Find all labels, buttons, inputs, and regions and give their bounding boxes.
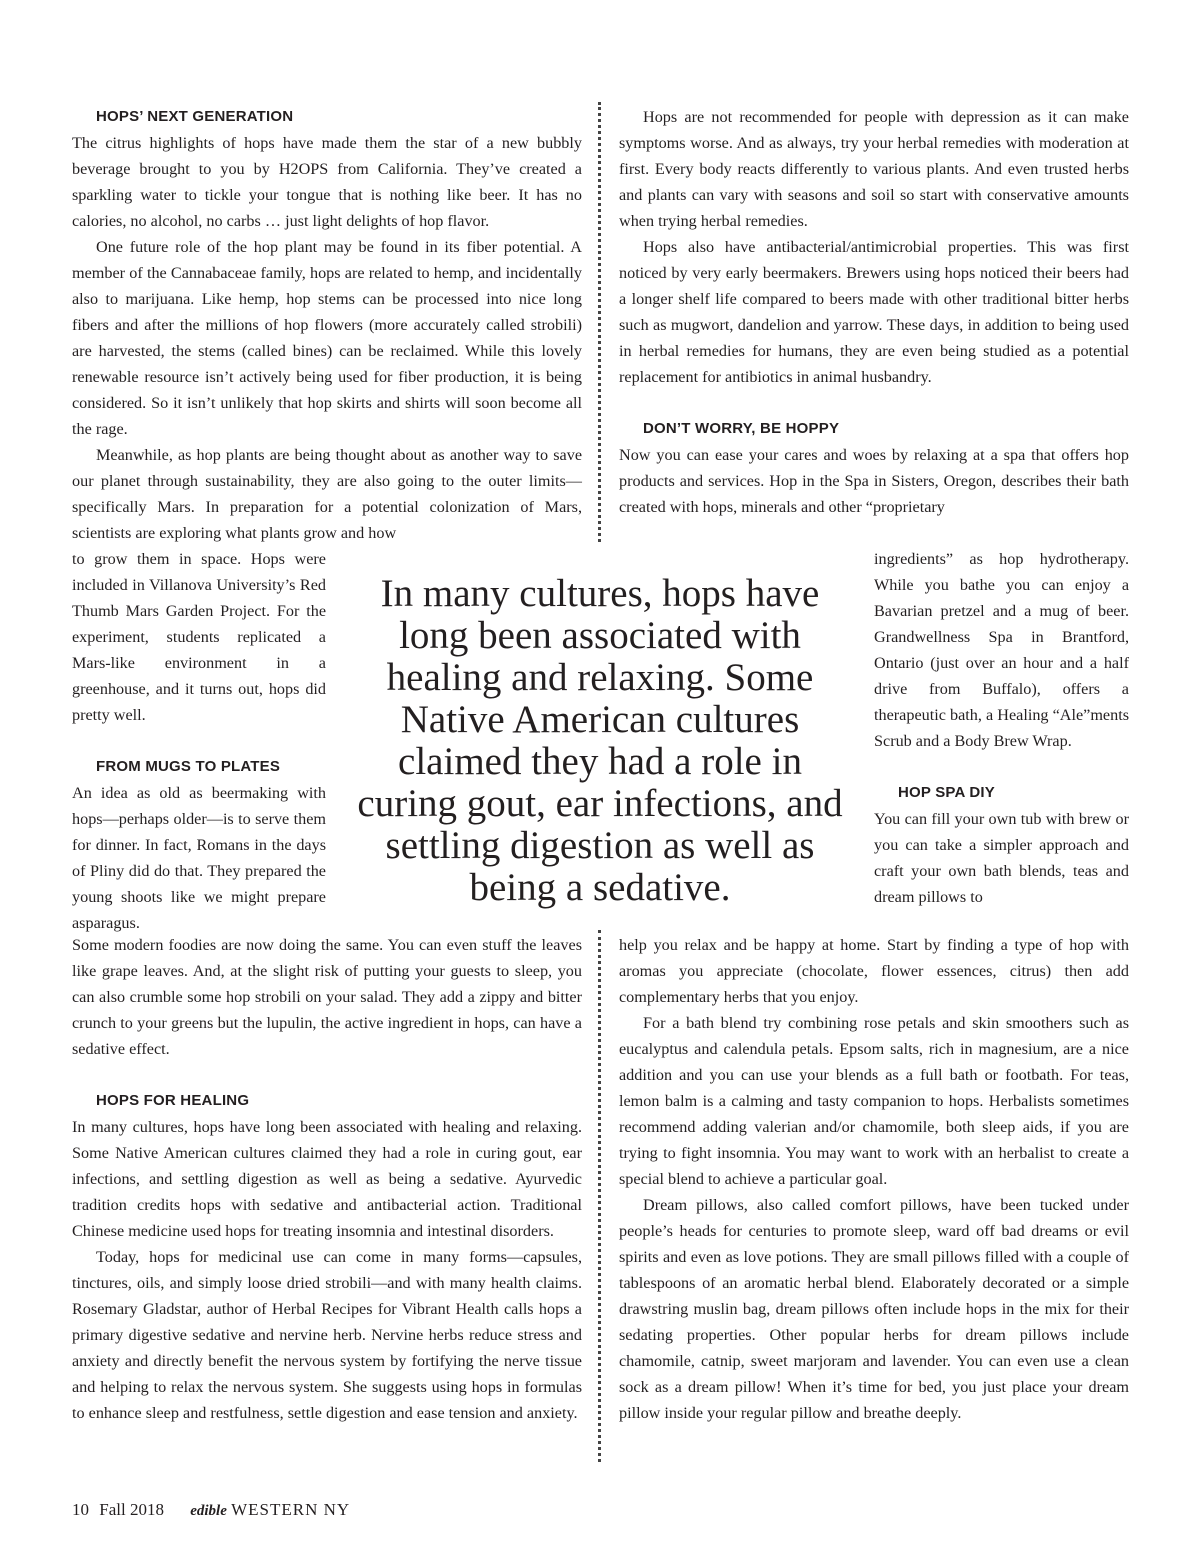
paragraph: Meanwhile, as hop plants are being thought about as another way to save our planet through sustainability, they are also going to the outer limits—specifically Mars. In preparation for a potential colonization of Mars, scientists are exploring what plants grow and how [72, 446, 582, 542]
left-column-bottom [72, 932, 582, 1426]
paragraph: The citrus highlights of hops have made them the star of a new bubbly beverage brought to you by H2OPS from California. They’ve created a sparkling water to tickle your tongue that is nothing like beer. It has no calories, no alcohol, no carbs … just light delights of hop flavor. [72, 134, 582, 230]
section-heading-from-mugs-to-plates: FROM MUGS TO PLATES [96, 758, 281, 775]
left-column-top [72, 104, 582, 546]
paragraph-continued: Some modern foodies are now doing the same. You can even stuff the leaves like grape leaves. And, at the slight risk of putting your guests to sleep, you can also crumble some hop strobili on your salad. They add a zippy and bitter crunch to your greens but the lupulin, the active ingredient in hops, can have a sedative effect. [72, 936, 582, 1058]
section-heading-hop-spa-diy: HOP SPA DIY [898, 784, 995, 801]
paragraph: You can fill your own tub with brew or you can take a simpler approach and craft your own bath blends, teas and dream pillows to [874, 810, 1129, 906]
paragraph: In many cultures, hops have long been associated with healing and relaxing. Some Native American cultures claimed they had a role in curing gout, ear infections, and settling digestion as well as being a sedative. Ayurvedic tradition credits hops with sedative and antibacterial action. Traditional Chinese medicine used hops for treating insomnia and intestinal disorders. [72, 1118, 582, 1240]
magazine-brand-edible: edible [190, 1503, 227, 1519]
paragraph-continued: help you relax and be happy at home. Start by finding a type of hop with aromas you appreciate (chocolate, flower essences, citrus) then add complementary herbs that you enjoy. [619, 936, 1129, 1006]
paragraph: One future role of the hop plant may be found in its fiber potential. A member of the Cannabaceae family, hops are related to hemp, and incidentally also to marijuana. Like hemp, hop stems can be processed into nice long fibers and after the millions of hop flowers (more accurately called strobili) are harvested, the stems (called bines) can be reclaimed. While this lovely renewable resource isn’t actively being used for fiber production, it is being considered. So it isn’t unlikely that hop skirts and shirts will soon become all the rage. [72, 238, 582, 438]
column-divider-bottom [598, 930, 601, 1462]
paragraph: Today, hops for medicinal use can come in many forms—capsules, tinctures, oils, and simply loose dried strobili—and with many health claims. Rosemary Gladstar, author of Herbal Recipes for Vibrant Health calls hops a primary digestive sedative and nervine herb. Nervine herbs reduce stress and anxiety and directly benefit the nervous system by fortifying the nerve tissue and helping to relax the nervous system. She suggests using hops in formulas to enhance sleep and restfulness, settle digestion and ease tension and anxiety. [72, 1248, 582, 1422]
section-heading-dont-worry-be-hoppy: DON’T WORRY, BE HOPPY [643, 420, 840, 437]
paragraph: For a bath blend try combining rose petals and skin smoothers such as eucalyptus and calendula petals. Epsom salts, rich in magnesium, are a nice addition and you can use your blends as a full bath or footbath. For teas, lemon balm is a calming and tasty companion to hops. Herbalists sometimes recommend adding valerian and/or chamomile, both sleep aids, if you are trying to fight insomnia. You may want to work with an herbalist to create a special blend to achieve a particular goal. [619, 1014, 1129, 1188]
paragraph-continued: ingredients” as hop hydrotherapy. While you bathe you can enjoy a Bavarian pretzel and a mug of beer. Grandwellness Spa in Brantford, Ontario (just over an hour and a half drive from Buffalo), offers a therapeutic bath, a Healing “Ale”ments Scrub and a Body Brew Wrap. [874, 550, 1129, 750]
column-divider-top [598, 102, 601, 542]
left-column-narrow [72, 546, 326, 936]
paragraph: Hops are not recommended for people with depression as it can make symptoms worse. And as always, try your herbal remedies with moderation at first. Every body reacts differently to various plants. And even trusted herbs and plants can vary with seasons and soil so start with conservative amounts when trying herbal remedies. [619, 108, 1129, 230]
right-column-narrow [874, 546, 1129, 910]
page-footer [72, 1500, 350, 1521]
section-heading-hops-for-healing: HOPS FOR HEALING [96, 1092, 250, 1109]
issue-label: Fall 2018 [99, 1500, 164, 1519]
paragraph-continued: to grow them in space. Hops were included in Villanova University’s Red Thumb Mars Garden Project. For the experiment, students replicated a Mars-like environment in a greenhouse, and it turns out, hops did pretty well. [72, 550, 326, 724]
paragraph: Hops also have antibacterial/antimicrobial properties. This was first noticed by very early beermakers. Brewers using hops noticed their beers had a longer shelf life compared to beers made with other traditional bitter herbs such as mugwort, dandelion and yarrow. These days, in addition to being used in herbal remedies for humans, they are even being studied as a potential replacement for antibiotics in animal husbandry. [619, 238, 1129, 386]
magazine-brand-name: WESTERN NY [231, 1500, 351, 1519]
paragraph: Dream pillows, also called comfort pillows, have been tucked under people’s heads for centuries to promote sleep, ward off bad dreams or evil spirits and even as love potions. They are small pillows filled with a couple of tablespoons of an aromatic herbal blend. Elaborately decorated or a simple drawstring muslin bag, dream pillows often include hops in the mix for their sedating properties. Other popular herbs for dream pillows include chamomile, catnip, sweet marjoram and lavender. You can even use a clean sock as a dream pillow! When it’s time for bed, you just place your dream pillow inside your regular pillow and breathe deeply. [619, 1196, 1129, 1422]
paragraph: Now you can ease your cares and woes by relaxing at a spa that offers hop products and services. Hop in the Spa in Sisters, Oregon, describes their bath created with hops, minerals and other “proprietary [619, 446, 1129, 516]
section-heading-hops-next-generation: HOPS’ NEXT GENERATION [96, 108, 294, 125]
pull-quote: In many cultures, hops have long been associated with healing and relaxing. Some Native American cultures claimed they had a role in curing gout, ear infections, and settling digestion as well as being a sedative. [357, 572, 843, 909]
paragraph: An idea as old as beermaking with hops—perhaps older—is to serve them for dinner. In fact, Romans in the days of Pliny did do that. They prepared the young shoots like we might prepare asparagus. [72, 784, 326, 932]
right-column-top [619, 104, 1129, 520]
right-column-bottom [619, 932, 1129, 1426]
page-number: 10 [72, 1500, 89, 1519]
